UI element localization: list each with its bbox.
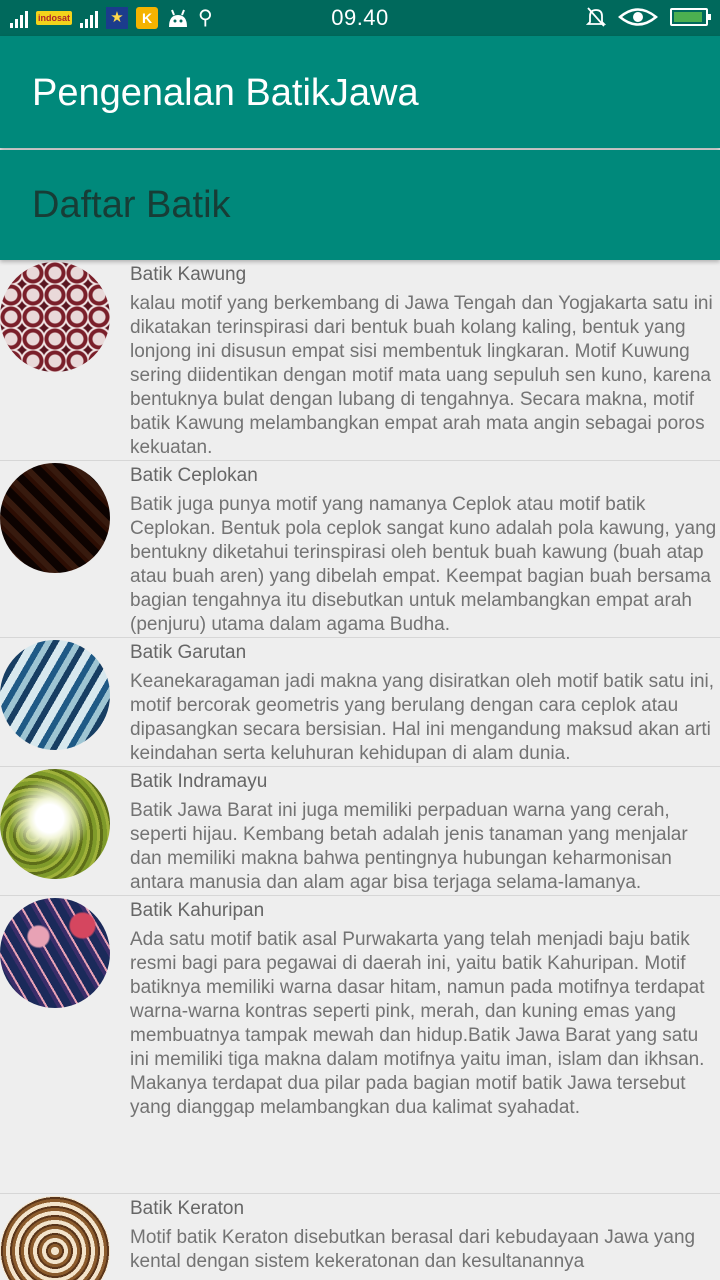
eye-icon [618, 6, 658, 28]
batik-name: Batik Garutan [130, 642, 247, 663]
usb-icon: ⚲ [198, 7, 213, 29]
list-item[interactable] [0, 461, 720, 638]
batik-description: kalau motif yang berkembang di Jawa Tengah dan Yogjakarta satu ini dikatakan terinspirasi dari bentuk buah kolang kaling, bentuk yang lonjong ini disusun empat sisi membentuk lingkaran. Motif Kuwung sering diidentikan dengan motif mata uang sepuluh sen kuno, karena bentuknya bulat dengan lubang di tengahnya. Secara makna, motif batik Kawung melambangkan empat arah mata angin sebagai poros kekuatan. [130, 293, 713, 458]
list-item[interactable] [0, 767, 720, 896]
batik-description: Batik juga punya motif yang namanya Ceplok atau motif batik Ceplokan. Bentuk pola ceplok sangat kuno adalah pola kawung, yang bentukny diketahui terinspirasi oleh bentuk buah kawung (buah atap atau buah aren) yang dibelah empat. Keempat bagian buah bersama bagian tengahnya itu disebutkan untuk melambangkan empat arah (penjuru) utama dalam agama Budha. [130, 494, 717, 635]
batik-name: Batik Keraton [130, 1198, 245, 1219]
status-time: 09.40 [331, 5, 389, 30]
batik-description: Keanekaragaman jadi makna yang disiratkan oleh motif batik satu ini, motif bercorak geometris yang berulang dengan cara ceplok atau dipasangkan secara bersisian. Hal ini mengandung maksud akan arti keindahan serta keluhuran kehidupan di alam dunia. [130, 671, 715, 764]
batik-thumbnail [0, 463, 110, 573]
list-item[interactable] [0, 260, 720, 461]
batik-thumbnail [0, 898, 110, 1008]
app-notification-icon: ★ [106, 7, 128, 29]
list-item[interactable] [0, 638, 720, 767]
section-header [0, 150, 720, 260]
app-bar [0, 36, 720, 148]
batik-thumbnail [0, 1196, 110, 1280]
batik-name: Batik Kahuripan [130, 900, 265, 921]
batik-description: Ada satu motif batik asal Purwakarta yang telah menjadi baju batik resmi bagi para pegawai di daerah ini, yaitu batik Kahuripan. Motif batiknya memiliki warna dasar hitam, namun pada motifnya terdapat warna-warna kontras seperti pink, merah, dan kuning emas yang membuatnya tampak mewah dan hidup.Batik Jawa Barat yang satu ini memiliki tiga makna dalam motifnya yaitu iman, islam dan ikhsan. Makanya terdapat dua pilar pada bagian motif batik Jawa tersebut yang dianggap melambangkan dua kalimat syahadat. [130, 929, 705, 1118]
batik-name: Batik Indramayu [130, 771, 268, 792]
batik-description: Motif batik Keraton disebutkan berasal dari kebudayaan Jawa yang kental dengan sistem kekeratonan dan kesultanannya [130, 1227, 696, 1272]
app-notification-icon: K [136, 7, 158, 29]
status-bar [0, 0, 720, 36]
list-item[interactable] [0, 1194, 720, 1280]
battery-icon [670, 8, 708, 26]
batik-description: Batik Jawa Barat ini juga memiliki perpaduan warna yang cerah, seperti hijau. Kembang betah adalah jenis tanaman yang menjalar dan memiliki makna bahwa pentingnya hubungan keharmonisan antara manusia dan alam agar bisa terjaga selama-lamanya. [130, 800, 688, 893]
batik-thumbnail [0, 640, 110, 750]
batik-name: Batik Ceplokan [130, 465, 258, 486]
batik-thumbnail [0, 262, 110, 372]
app-title: Pengenalan BatikJawa [32, 72, 419, 114]
batik-name: Batik Kawung [130, 264, 247, 285]
list-item[interactable] [0, 896, 720, 1194]
section-title: Daftar Batik [32, 184, 231, 226]
mute-icon [586, 6, 606, 28]
batik-thumbnail [0, 769, 110, 879]
carrier-badge-icon: indosat [38, 13, 71, 23]
